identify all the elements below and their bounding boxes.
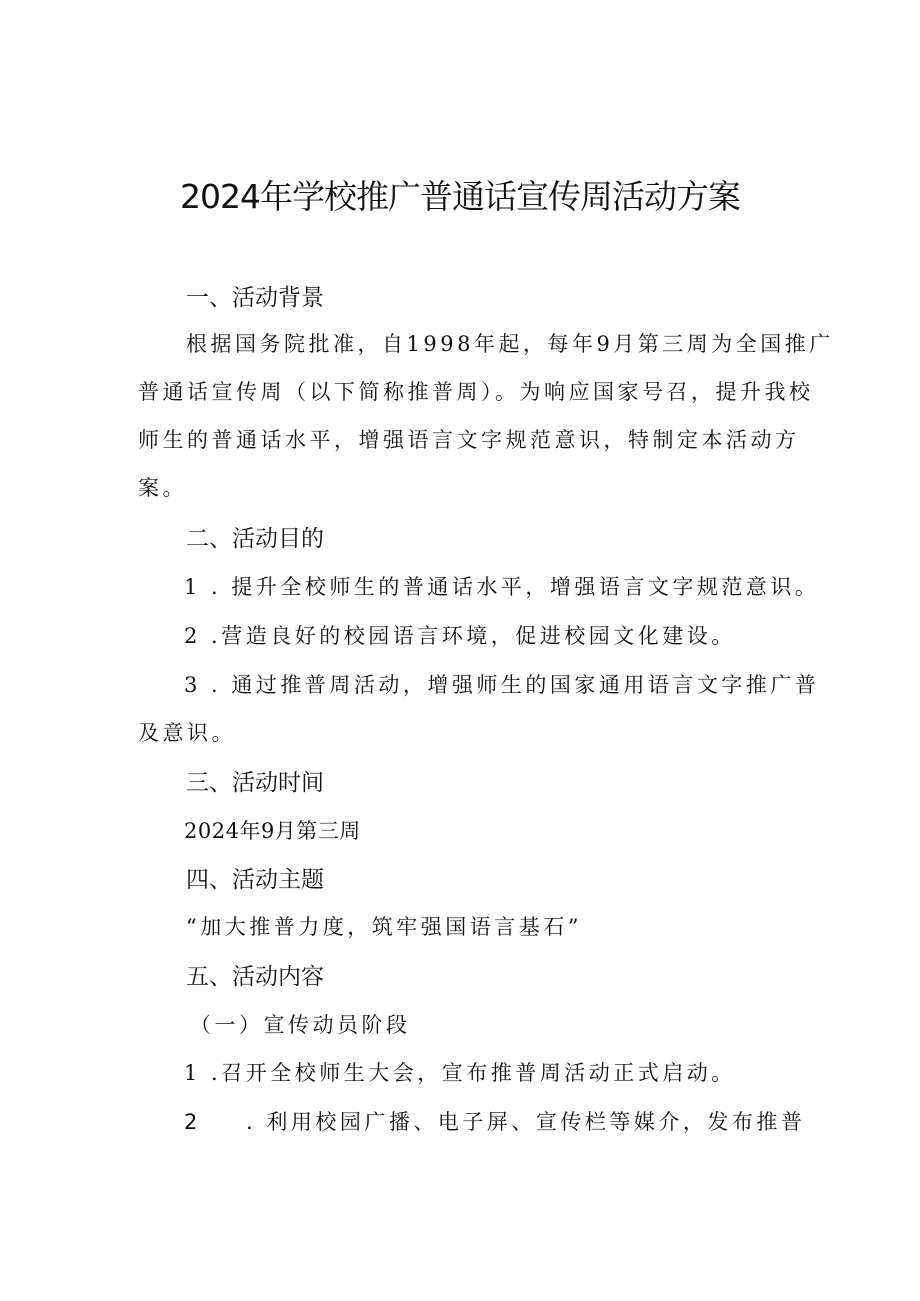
- section-heading-time: 三、活动时间: [186, 770, 324, 796]
- paragraph-line: 普通话宣传周（以下简称推普周）。为响应国家号召，提升我校: [138, 380, 814, 404]
- list-item: 3 . 通过推普周活动，增强师生的国家通用语言文字推广普: [184, 673, 820, 697]
- section-heading-content: 五、活动内容: [186, 964, 324, 990]
- paragraph-line: 根据国务院批准，自1998年起，每年9月第三周为全国推广: [186, 332, 834, 356]
- section-heading-background: 一、活动背景: [186, 285, 324, 311]
- subsection-heading: （一）宣传动员阶段: [190, 1013, 411, 1037]
- list-item-number: 2: [184, 1110, 198, 1134]
- activity-theme-text: “加大推普力度，筑牢强国语言基石”: [186, 915, 582, 939]
- list-item-continuation: 及意识。: [138, 721, 236, 745]
- list-item: 1 .召开全校师生大会，宣布推普周活动正式启动。: [184, 1061, 736, 1085]
- list-item: 2 .营造良好的校园语言环境，促进校园文化建设。: [184, 624, 736, 648]
- document-title: 2024年学校推广普通话宣传周活动方案: [180, 177, 740, 216]
- section-heading-purpose: 二、活动目的: [186, 526, 324, 552]
- activity-time-text: 2024年9月第三周: [184, 819, 361, 843]
- list-item: 1 . 提升全校师生的普通话水平，增强语言文字规范意识。: [184, 575, 820, 599]
- list-item: . 利用校园广播、电子屏、宣传栏等媒介，发布推普: [246, 1110, 806, 1134]
- section-heading-theme: 四、活动主题: [186, 867, 324, 893]
- paragraph-line: 师生的普通话水平，增强语言文字规范意识，特制定本活动方: [138, 428, 800, 452]
- paragraph-line: 案。: [138, 476, 187, 500]
